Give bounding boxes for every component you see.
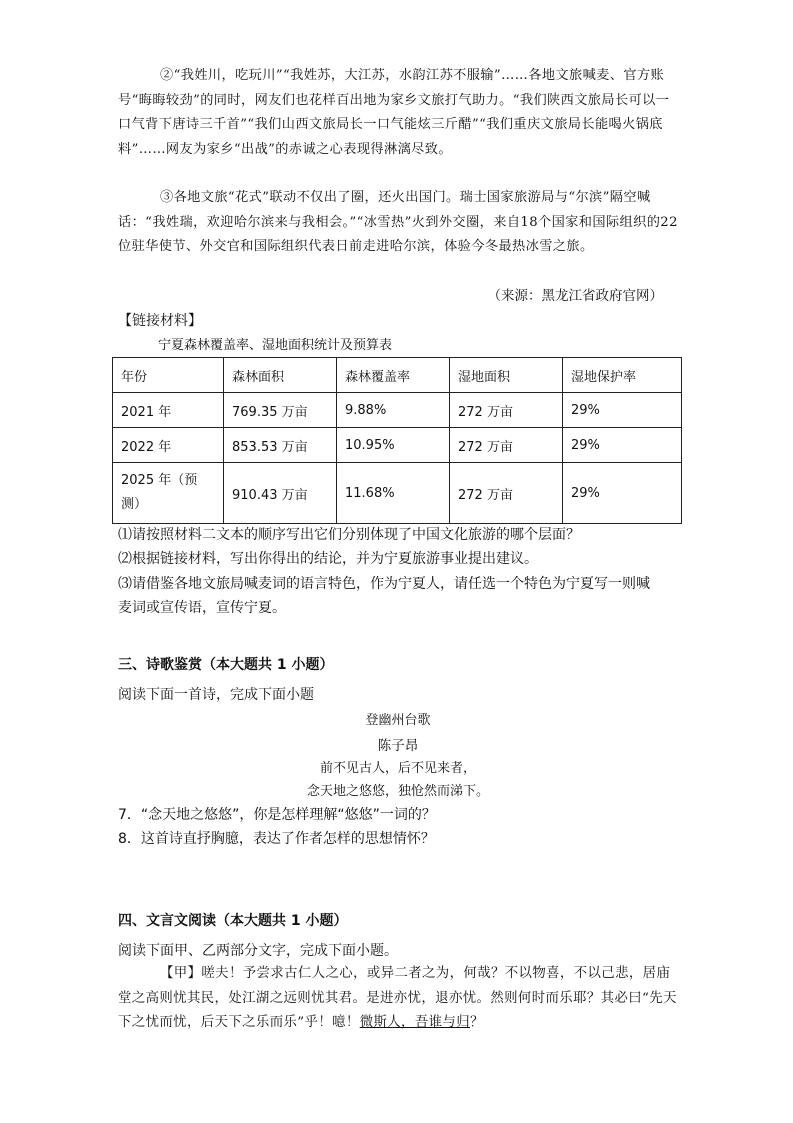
classical-text-end: ？	[470, 1015, 484, 1030]
table-row	[113, 428, 682, 463]
material-paragraph-3: ③各地文旅“花式”联动不仅出了圈，还火出国门。瑞士国家旅游局与“尔滨”隔空喊话：“我姓瑞，欢迎哈尔滨来与我相会。”“冰雪热”火到外交圈，来自18个国家和国际组织的22位驻华使节、外交官和国际组织代表日前走进哈尔滨，体验今冬最热冰雪之旅。	[118, 190, 678, 254]
table-cell: 29%	[563, 393, 682, 428]
link-material-tag: 【链接材料】	[118, 313, 202, 329]
poetry-section-heading: 三、诗歌鉴赏（本大题共 1 小题）	[118, 657, 334, 673]
question-2: ⑵根据链接材料，写出你得出的结论，并为宁夏旅游事业提出建议。	[118, 551, 538, 567]
table-cell: 272 万亩	[450, 463, 563, 524]
classical-text-main: 【甲】嗟夫！予尝求古仁人之心，或异二者之为，何哉？不以物喜，不以己悲，居庙堂之高则忧其民，处江湖之远则忧其君。是进亦忧，退亦忧。然则何时而乐耶？其必曰“先天下之忧而忧，后天下之乐而乐”乎！噫！	[118, 966, 677, 1030]
table-cell: 272 万亩	[450, 393, 563, 428]
poem-line-1: 前不见古人，后不见来者，	[319, 761, 476, 776]
table-cell: 853.53 万亩	[224, 428, 337, 463]
question-7: 7．“念天地之悠悠”，你是怎样理解“悠悠”一词的？	[118, 807, 436, 823]
poem-line-2: 念天地之悠悠，独怆然而涕下。	[306, 784, 489, 799]
table-header-cell: 年份	[113, 358, 224, 393]
table-row	[113, 463, 682, 524]
table-cell: 9.88%	[337, 393, 450, 428]
table-cell: 2022 年	[113, 428, 224, 463]
table-cell: 2021 年	[113, 393, 224, 428]
table-header-cell: 森林覆盖率	[337, 358, 450, 393]
table-header-cell: 湿地面积	[450, 358, 563, 393]
question-1: ⑴请按照材料二文本的顺序写出它们分别体现了中国文化旅游的哪个层面？	[118, 527, 580, 543]
table-cell: 910.43 万亩	[224, 463, 337, 524]
table-cell: 10.95%	[337, 428, 450, 463]
table-header-cell: 森林面积	[224, 358, 337, 393]
table-header-row	[113, 358, 682, 393]
table-cell: 29%	[563, 463, 682, 524]
question-8: 8．这首诗直抒胸臆，表达了作者怎样的思想情怀？	[118, 831, 435, 847]
table-cell: 769.35 万亩	[224, 393, 337, 428]
material-paragraph-2: ②“我姓川，吃玩川”“我姓苏，大江苏，水韵江苏不服输”……各地文旅喊麦、官方账号“晦晦较劲”的同时，网友们也花样百出地为家乡文旅打气助力。“我们陕西文旅局长可以一口气背下唐诗三千首”“我们山西文旅局长一口气能炫三斤醋”“我们重庆文旅局长能喝火锅底料”……网友为家乡“出战”的赤诚之心表现得淋漓尽致。	[118, 68, 670, 157]
table-caption: 宁夏森林覆盖率、湿地面积统计及预算表	[158, 338, 393, 353]
poetry-instruction: 阅读下面一首诗，完成下面小题	[118, 687, 314, 703]
table-cell: 29%	[563, 428, 682, 463]
statistics-table	[112, 357, 682, 524]
poem-author: 陈子昂	[377, 738, 419, 754]
table-cell: 2025 年（预测）	[113, 463, 224, 524]
classical-text-jia	[118, 962, 678, 1036]
question-3: ⑶请借鉴各地文旅局喊麦词的语言特色，作为宁夏人，请任选一个特色为宁夏写一则喊麦词或宣传语，宣传宁夏。	[118, 576, 650, 616]
classical-instruction: 阅读下面甲、乙两部分文字，完成下面小题。	[118, 943, 398, 959]
table-cell: 11.68%	[337, 463, 450, 524]
poem-title: 登幽州台歌	[365, 713, 431, 728]
table-header-cell: 湿地保护率	[563, 358, 682, 393]
source-note: （来源：黑龙江省政府官网）	[487, 288, 663, 304]
table-cell: 272 万亩	[450, 428, 563, 463]
underlined-phrase: 微斯人，吾谁与归	[359, 1015, 471, 1030]
table-row	[113, 393, 682, 428]
classical-section-heading: 四、文言文阅读（本大题共 1 小题）	[118, 913, 348, 929]
